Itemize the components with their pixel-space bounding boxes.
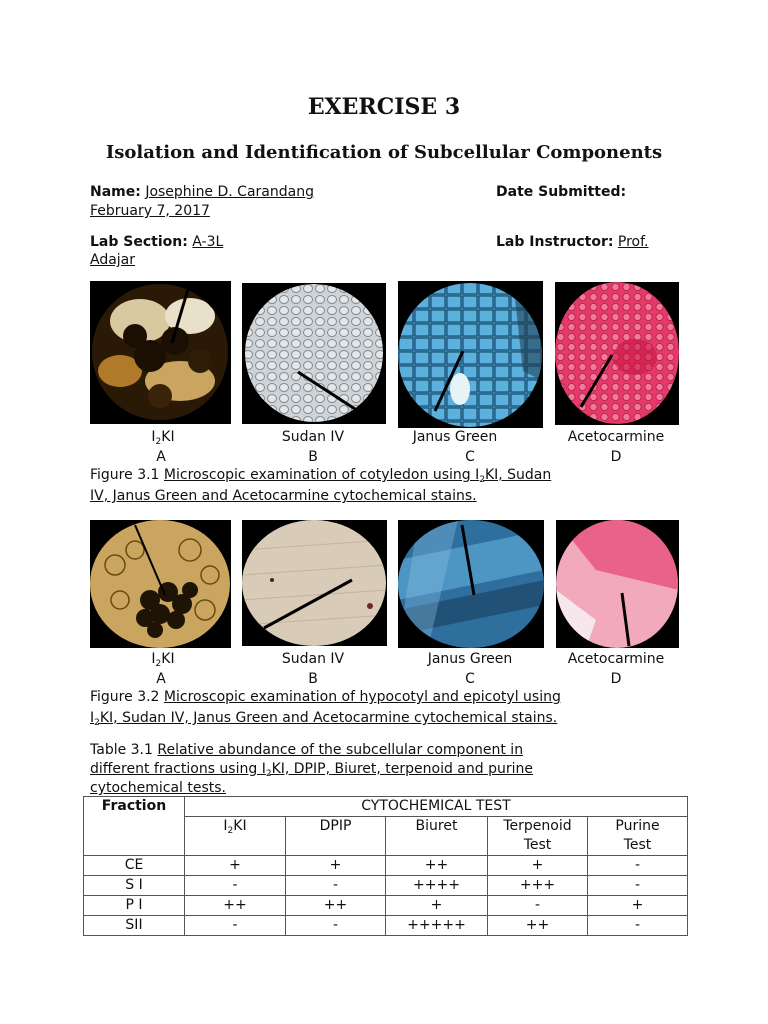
result-cell: ++ <box>286 896 386 916</box>
fig1-stain-label-d: Acetocarmine <box>567 429 665 445</box>
result-cell: - <box>488 896 588 916</box>
result-cell: - <box>588 856 688 876</box>
result-cell: - <box>185 916 286 936</box>
name-value: Josephine D. Carandang <box>145 184 314 200</box>
fig2-stain-label-c: Janus Green <box>427 651 513 667</box>
micrograph-cotyledon-janus <box>398 281 543 428</box>
micrograph-hypocotyl-sudan <box>242 520 387 646</box>
fraction-cell: P I <box>84 896 185 916</box>
result-cell: + <box>488 856 588 876</box>
fig1-letter-d: D <box>610 449 622 465</box>
result-cell: +++++ <box>386 916 488 936</box>
figure2-caption: Figure 3.2 Microscopic examination of hypocotyl and epicotyl using $I_2KI$, Sudan IV, Janus Green and Acetocarmine cytochemical stains. <box>90 689 561 728</box>
header-fraction: Fraction <box>84 797 185 856</box>
instructor-label: Lab Instructor: <box>496 234 614 250</box>
section-label: Lab Section: <box>90 234 188 250</box>
figure2-caption-label: Figure 3.2 <box>90 689 160 705</box>
header-cytochemical-test: CYTOCHEMICAL TEST <box>185 797 688 817</box>
micrograph-hypocotyl-i2ki <box>90 520 231 648</box>
fig1-stain-label-c: Janus Green <box>412 429 498 445</box>
section-value: A-3L <box>192 234 224 250</box>
result-cell: - <box>286 916 386 936</box>
micrograph-cotyledon-acetocarmine <box>555 282 679 425</box>
fig2-stain-label-d: Acetocarmine <box>567 651 665 667</box>
fig2-letter-d: D <box>610 671 622 687</box>
micrograph-cotyledon-i2ki <box>90 281 231 424</box>
col-header-purine: Purine Test <box>588 817 688 856</box>
result-cell: - <box>185 876 286 896</box>
table-row <box>84 856 688 876</box>
result-cell: + <box>588 896 688 916</box>
table-row <box>84 916 688 936</box>
fig2-stain-label-b: Sudan IV <box>281 651 345 667</box>
date-label: Date Submitted: <box>496 184 627 200</box>
cytochemical-table <box>83 796 688 936</box>
fraction-cell: CE <box>84 856 185 876</box>
result-cell: ++ <box>386 856 488 876</box>
date-value: February 7, 2017 <box>90 203 210 219</box>
instructor-field <box>496 233 648 252</box>
col-header-i2ki: $I_2KI$ <box>185 817 286 856</box>
page-title: Isolation and Identification of Subcellular Components <box>105 142 663 163</box>
col-header-biuret: Biuret <box>386 817 488 856</box>
result-cell: ++ <box>488 916 588 936</box>
table-caption: Table 3.1 Relative abundance of the subcellular component in different fractions using $I_2KI$, DPIP, Biuret, terpenoid and purine cytochemical tests. <box>90 742 533 796</box>
instructor-value-cont: Adajar <box>90 252 136 268</box>
section-field <box>90 233 223 252</box>
fig1-stain-label-a: $I_2KI$ <box>151 429 175 447</box>
micrograph-cotyledon-sudan <box>242 283 386 424</box>
result-cell: + <box>386 896 488 916</box>
fig2-stain-label-a: $I_2KI$ <box>151 651 175 669</box>
figure1-caption: Figure 3.1 Microscopic examination of cotyledon using $I_2KI$, Sudan IV, Janus Green and Acetocarmine cytochemical stains. <box>90 467 552 504</box>
result-cell: ++ <box>185 896 286 916</box>
result-cell: - <box>588 916 688 936</box>
table-row <box>84 876 688 896</box>
result-cell: + <box>286 856 386 876</box>
date-field <box>496 183 626 202</box>
fig2-letter-a: A <box>156 671 166 687</box>
fig1-letter-c: C <box>465 449 475 465</box>
instructor-value: Prof. <box>617 234 649 250</box>
micrograph-hypocotyl-janus <box>398 520 544 648</box>
fraction-cell: SII <box>84 916 185 936</box>
name-field <box>90 183 314 202</box>
result-cell: - <box>588 876 688 896</box>
col-header-dpip: DPIP <box>286 817 386 856</box>
col-header-terpenoid: Terpenoid Test <box>488 817 588 856</box>
result-cell: +++ <box>488 876 588 896</box>
table-row <box>84 896 688 916</box>
micrograph-hypocotyl-acetocarmine <box>556 520 679 648</box>
fig1-stain-label-b: Sudan IV <box>281 429 345 445</box>
fraction-cell: S I <box>84 876 185 896</box>
table-caption-label: Table 3.1 <box>90 742 153 758</box>
result-cell: ++++ <box>386 876 488 896</box>
exercise-title: EXERCISE 3 <box>307 94 461 120</box>
result-cell: + <box>185 856 286 876</box>
fig2-letter-b: B <box>308 671 318 687</box>
name-label: Name: <box>90 184 141 200</box>
fig1-letter-b: B <box>308 449 318 465</box>
fig1-letter-a: A <box>156 449 166 465</box>
fig2-letter-c: C <box>465 671 475 687</box>
figure1-caption-label: Figure 3.1 <box>90 467 160 483</box>
result-cell: - <box>286 876 386 896</box>
